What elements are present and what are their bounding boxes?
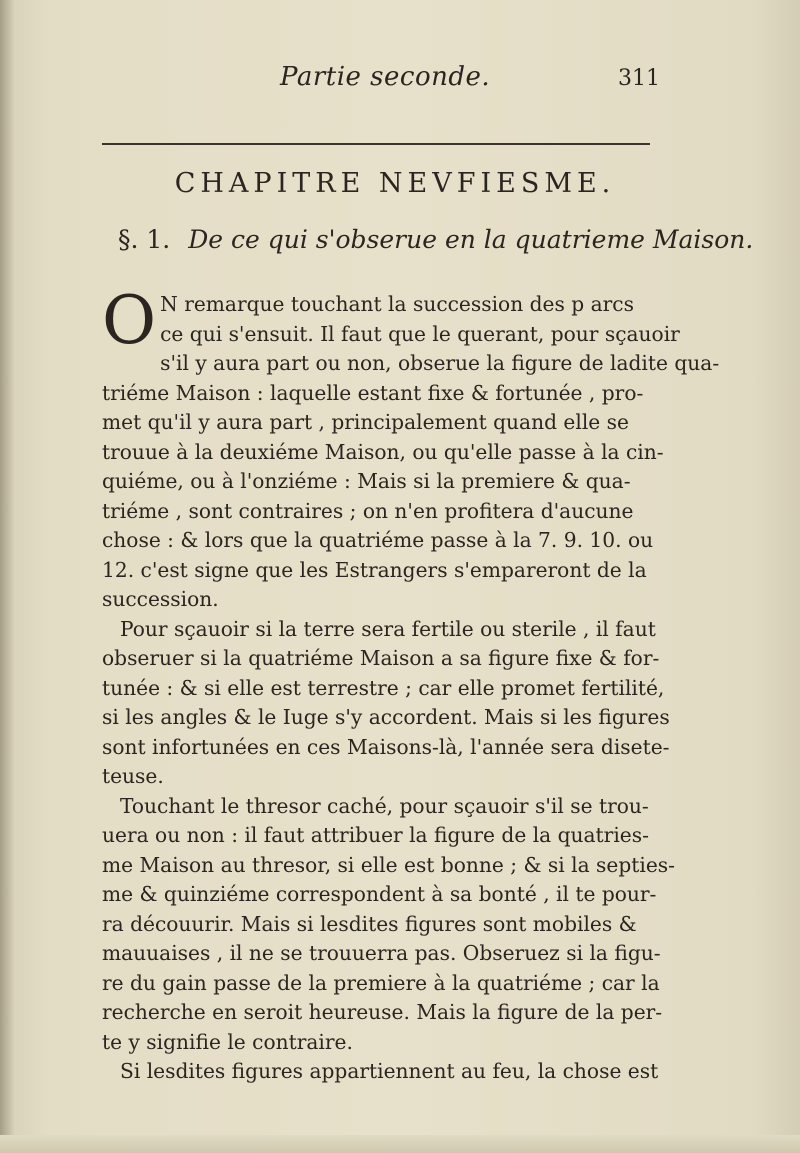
- text-line: Touchant le thresor caché, pour sçauoir s'il se trou-: [120, 793, 649, 818]
- text-line: mauuaises , il ne se trouuerra pas. Obseruez si la figu-: [102, 941, 661, 965]
- text-line: te y signifie le contraire.: [102, 1029, 353, 1054]
- text-line: chose : & lors que la quatriéme passe à la 7. 9. 10. ou: [102, 528, 654, 552]
- text-line: re du gain passe de la premiere à la quatriéme ; car la: [102, 970, 660, 995]
- text-line: trouue à la deuxiéme Maison, ou qu'elle passe à la cin-: [102, 439, 664, 464]
- text-line: recherche en seroit heureuse. Mais la figure de la per-: [102, 1000, 663, 1024]
- text-line: sont infortunées en ces Maisons-là, l'année sera disete-: [102, 734, 670, 759]
- text-line: Si lesdites figures appartiennent au feu, la chose est: [120, 1059, 659, 1083]
- page-number: 311: [618, 66, 660, 91]
- text-line: 12. c'est signe que les Estrangers s'empareront de la: [102, 557, 647, 582]
- running-head-title: Partie seconde.: [280, 62, 491, 92]
- drop-cap: O: [102, 282, 157, 359]
- text-line: s'il y aura part ou non, obserue la figure de ladite qua-: [160, 351, 720, 375]
- text-line: obseruer si la quatriéme Maison a sa figure fixe & for-: [102, 646, 660, 670]
- text-line: tunée : & si elle est terrestre ; car elle promet fertilité,: [102, 675, 665, 700]
- body-text: [102, 282, 720, 1087]
- page-gutter-shadow: [0, 0, 14, 1153]
- text-line: quiéme, ou à l'onziéme : Mais si la premiere & qua-: [102, 469, 631, 493]
- paragraph: [102, 282, 720, 615]
- text-line: ce qui s'ensuit. Il faut que le querant, pour sçauoir: [160, 321, 680, 346]
- text-line: triéme , sont contraires ; on n'en profitera d'aucune: [102, 498, 634, 523]
- section-number: §. 1.: [118, 225, 171, 254]
- text-line: triéme Maison : laquelle estant fixe & fortunée , pro-: [102, 380, 644, 405]
- page-bottom-edge: [0, 1135, 800, 1153]
- running-head: [100, 58, 660, 98]
- text-line: me & quinziéme correspondent à sa bonté , il te pour-: [102, 882, 657, 906]
- text-line: si les angles & le Iuge s'y accordent. Mais si les figures: [102, 705, 670, 729]
- section-title: De ce qui s'obserue en la quatrieme Maison.: [188, 225, 754, 254]
- text-line: me Maison au thresor, si elle est bonne ; & si la septies-: [102, 852, 675, 877]
- paragraph: [102, 615, 670, 792]
- paragraph: [102, 1057, 659, 1087]
- text-line: Pour sçauoir si la terre sera fertile ou sterile , il faut: [120, 616, 656, 641]
- text-line: ra découurir. Mais si lesdites figures sont mobiles &: [102, 911, 637, 936]
- header-rule: [102, 143, 650, 145]
- text-line: N remarque touchant la succession des p arcs: [160, 292, 634, 316]
- section-heading: [118, 225, 754, 254]
- text-line: succession.: [102, 587, 219, 611]
- text-line: teuse.: [102, 764, 164, 788]
- text-line: uera ou non : il faut attribuer la figure de la quatries-: [102, 823, 649, 847]
- chapter-title: CHAPITRE NEVFIESME.: [174, 168, 616, 199]
- paragraph: [102, 792, 675, 1058]
- text-line: met qu'il y aura part , principalement quand elle se: [102, 410, 629, 434]
